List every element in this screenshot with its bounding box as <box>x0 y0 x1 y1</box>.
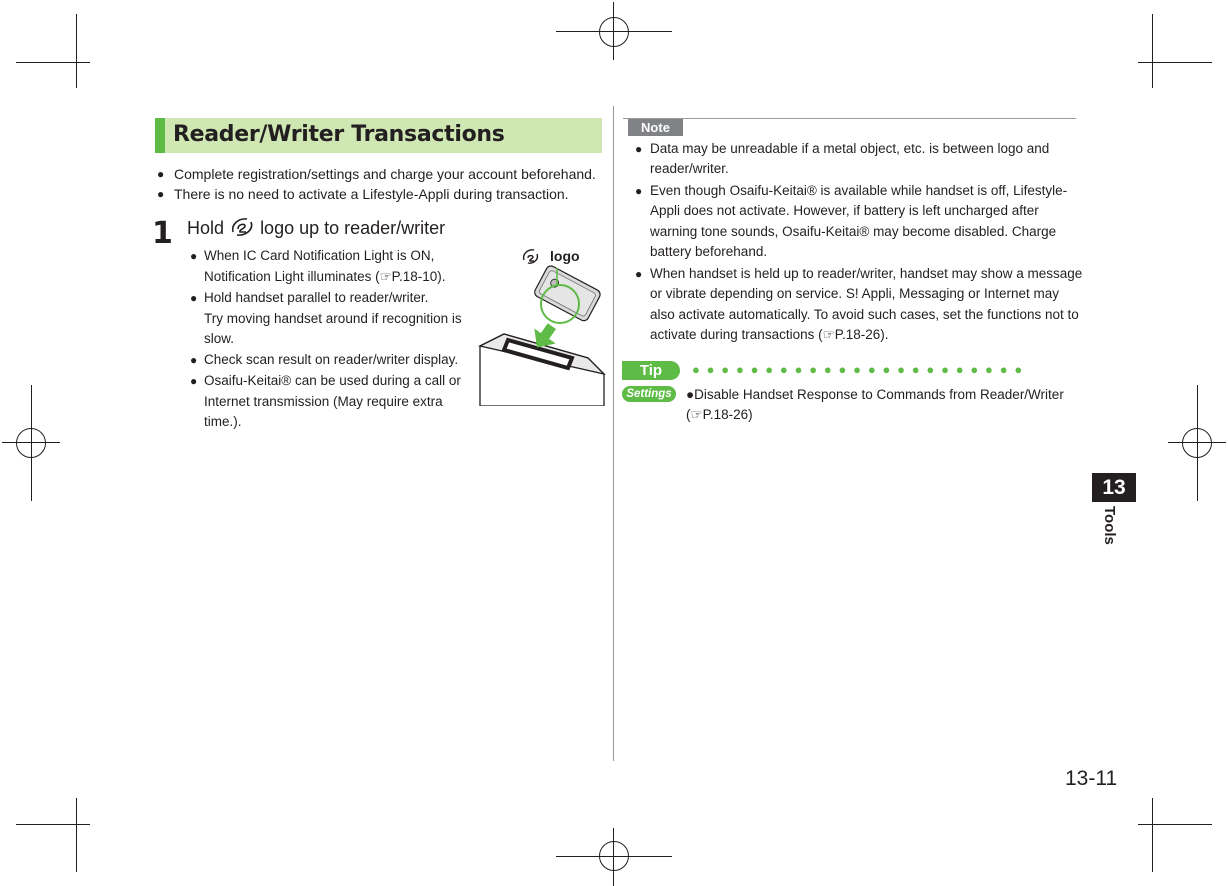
bullet-icon: ● <box>190 249 198 263</box>
step-bullet: ● Hold handset parallel to reader/writer. Try moving handset around if recognition is slow. <box>190 290 462 346</box>
step-bullet: ● Check scan result on reader/writer display. <box>190 350 458 371</box>
chapter-label: Tools <box>1101 506 1118 545</box>
bullet-icon: ● <box>635 267 643 281</box>
step-bullet: ● When IC Card Notification Light is ON, Notification Light illuminates (☞P.18-10). <box>190 248 446 284</box>
bullet-icon: ● <box>635 184 643 198</box>
note-bullet: ● Data may be unreadable if a metal object, etc. is between logo and reader/writer. <box>635 141 1050 177</box>
column-divider <box>613 106 614 761</box>
bullet-icon: ● <box>190 291 198 305</box>
illustration-label: logo <box>550 248 580 264</box>
handset-reader-graphic <box>478 246 606 406</box>
bullet-icon: ● <box>190 353 198 367</box>
bullet-icon: ● <box>157 167 165 181</box>
step-number: 1 <box>152 216 173 251</box>
step-bullet: ● Osaifu-Keitai® can be used during a call or Internet transmission (May require extra time.). <box>190 373 461 429</box>
bullet-icon: ● <box>157 187 165 201</box>
settings-badge: Settings <box>622 386 676 402</box>
step-title: Hold logo up to reader/writer <box>187 218 446 238</box>
note-label: Note <box>628 119 683 136</box>
note-bullet: ● Even though Osaifu-Keitai® is available while handset is off, Lifestyle- Appli does not activate. However, if battery is left uncharged after warning tone sounds, Osaifu-Keitai® may become disabled. Charge battery beforehand. <box>635 183 1068 259</box>
section-header <box>155 118 602 153</box>
felica-logo-icon <box>229 216 255 238</box>
note-bullet: ● When handset is held up to reader/writer, handset may show a message or vibrate depending on service. S! Appli, Messaging or Internet may also activate automatically. To avoid such cases, set the functions not to activate during transactions (☞P.18-26). <box>635 266 1083 342</box>
page-number: 13-11 <box>1065 767 1118 790</box>
bullet-icon: ● <box>635 142 643 156</box>
tip-label: Tip <box>622 361 680 380</box>
section-title: Reader/Writer Transactions <box>173 122 505 147</box>
bullet-icon: ● <box>190 374 198 388</box>
chapter-number-tab[interactable]: 13 <box>1092 473 1136 502</box>
tip-dotted-rule: ●●●●●●●●●●●●●●●●●●●●●●● <box>692 362 1029 377</box>
tip-text: ●Disable Handset Response to Commands from Reader/Writer (☞P.18-26) <box>686 387 1064 422</box>
reader-writer-illustration <box>478 246 606 406</box>
